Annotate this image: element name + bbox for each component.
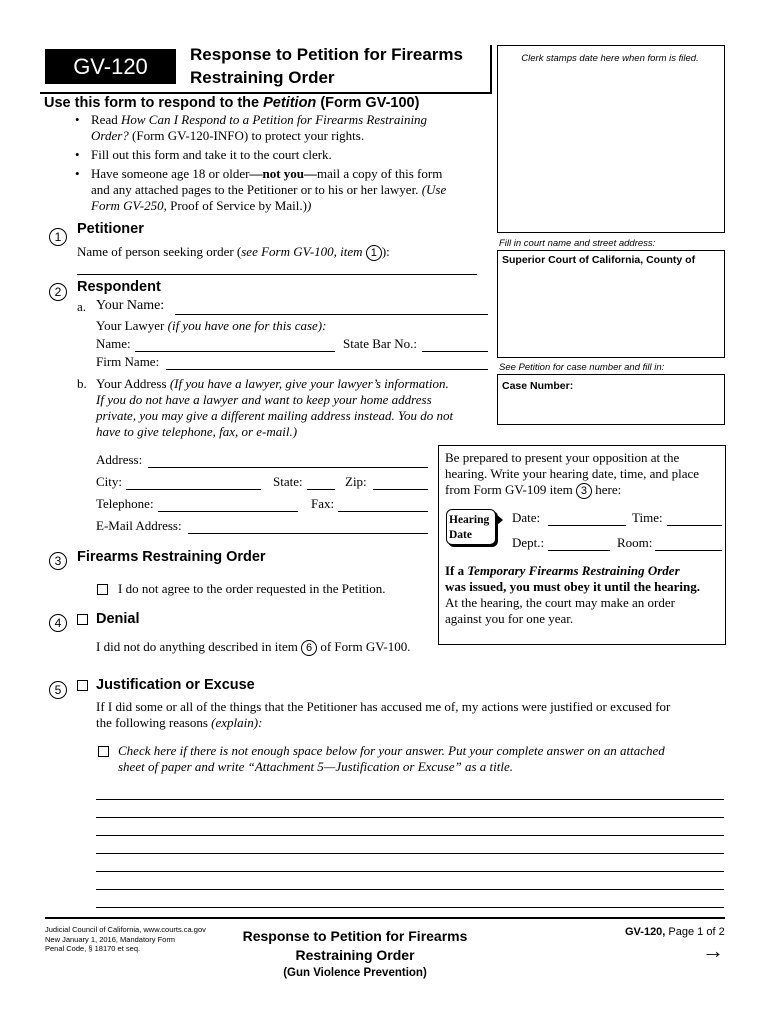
attachment-checkbox[interactable] (98, 746, 109, 757)
firm-name-label: Firm Name: (96, 354, 160, 369)
hearing-room-field[interactable] (655, 550, 722, 551)
zip-label: Zip: (345, 474, 367, 489)
address-field[interactable] (148, 467, 428, 468)
lawyer-name-label: Name: (96, 336, 131, 351)
section-3-title: Firearms Restraining Order (77, 549, 266, 565)
hearing-time-field[interactable] (667, 525, 722, 526)
denial-text: I did not do anything described in item 6 of Form GV-100. (96, 639, 411, 655)
a-label: a. (77, 299, 87, 314)
section-4-number: 4 (49, 614, 67, 632)
explain-line-6[interactable] (96, 889, 724, 890)
state-label: State: (273, 474, 303, 489)
lawyer-name-field[interactable] (135, 351, 335, 352)
telephone-field[interactable] (158, 511, 298, 512)
petitioner-name-field[interactable] (77, 274, 477, 275)
case-label: Case Number: (502, 380, 574, 392)
explain-line-7[interactable] (96, 907, 724, 908)
attachment-instructions: Check here if there is not enough space below for your answer. Put your complete answer on an attached sheet of paper and write “Attachment 5—Justification or Excuse” as a title. (118, 743, 665, 774)
hearing-room-label: Room: (617, 535, 653, 550)
fax-label: Fax: (311, 496, 335, 511)
intro-bullets (75, 112, 475, 214)
zip-field[interactable] (373, 489, 428, 490)
section-1-title: Petitioner (77, 221, 144, 237)
clerk-stamp-note: Clerk stamps date here when form is filed. (521, 53, 699, 64)
b-label: b. (77, 376, 87, 391)
court-note: Fill in court name and street address: (499, 238, 656, 249)
case-note: See Petition for case number and fill in: (499, 362, 665, 373)
denial-checkbox[interactable] (77, 614, 88, 625)
your-lawyer-label: Your Lawyer (if you have one for this case): (96, 318, 327, 333)
email-label: E-Mail Address: (96, 518, 182, 533)
city-field[interactable] (126, 489, 261, 490)
footer-left: Judicial Council of California, www.courts.ca.gov New January 1, 2016, Mandatory Form Penal Code, § 18170 et seq. (45, 925, 206, 953)
footer-rule (45, 917, 725, 919)
court-name-box[interactable] (497, 250, 725, 358)
telephone-label: Telephone: (96, 496, 154, 511)
section-1-number: 1 (49, 228, 67, 246)
justification-text: If I did some or all of the things that the Petitioner has accused me of, my actions were justified or excused for the following reasons (explain): (96, 699, 671, 730)
hearing-date-field[interactable] (548, 525, 626, 526)
explain-line-4[interactable] (96, 853, 724, 854)
state-field[interactable] (307, 489, 335, 490)
section-2-title: Respondent (77, 279, 161, 295)
section-5-number: 5 (49, 681, 67, 699)
your-name-field[interactable] (175, 314, 488, 315)
header-rule (40, 92, 492, 94)
tro-warning: If a Temporary Firearms Restraining Order was issued, you must obey it until the hearing. At the hearing, the court may make an order against you for one year. (445, 563, 700, 626)
explain-line-1[interactable] (96, 799, 724, 800)
petitioner-instruction: Name of person seeking order (see Form GV-100, item 1 ): (77, 244, 390, 260)
hearing-date-label: Date: (512, 510, 541, 525)
justification-checkbox[interactable] (77, 680, 88, 691)
form-code: GV-120 (73, 54, 148, 79)
form-title-line2: Restraining Order (190, 68, 335, 87)
hearing-time-label: Time: (632, 510, 663, 525)
firm-name-field[interactable] (166, 369, 488, 370)
address-label: Address: (96, 452, 143, 467)
hearing-dept-field[interactable] (548, 550, 610, 551)
section-4-title: Denial (96, 611, 140, 627)
court-label: Superior Court of California, County of (502, 254, 696, 266)
state-bar-label: State Bar No.: (343, 336, 418, 351)
form-title-line1: Response to Petition for Firearms (190, 45, 463, 64)
state-bar-field[interactable] (422, 351, 488, 352)
badge-arrow (496, 514, 503, 526)
disagree-checkbox[interactable] (97, 584, 108, 595)
email-field[interactable] (188, 533, 428, 534)
address-instruction: Your Address (If you have a lawyer, give your lawyer’s information. If you do not have a lawyer and want to keep your home address private, you may give a different mailing address instead. You do not have to give telephone, fax, or e-mail.) (96, 376, 454, 439)
hearing-dept-label: Dept.: (512, 535, 545, 550)
hearing-date-badge: Hearing Date (446, 509, 496, 545)
disagree-label: I do not agree to the order requested in the Petition. (118, 581, 386, 596)
section-3-number: 3 (49, 552, 67, 570)
bullet-3: • Have someone age 18 or older—not you—mail a copy of this form and any attached pages to the Petitioner or to his or her lawyer. (Use Form GV-250, Proof of Service by Mail.)) (75, 166, 447, 213)
explain-line-3[interactable] (96, 835, 724, 836)
footer-center: Response to Petition for Firearms Restraining Order (Gun Violence Prevention) (242, 928, 468, 979)
section-5-title: Justification or Excuse (96, 677, 255, 693)
explain-line-2[interactable] (96, 817, 724, 818)
bullet-1: • Read How Can I Respond to a Petition for Firearms Restraining Order? (Form GV-120-INFO) to protect your rights. (75, 112, 428, 143)
hearing-instructions: Be prepared to present your opposition at the hearing. Write your hearing date, time, and place from Form GV-109 item 3 here: (445, 450, 700, 498)
fax-field[interactable] (338, 511, 428, 512)
city-label: City: (96, 474, 123, 489)
section-2-number: 2 (49, 283, 67, 301)
header-vrule (490, 45, 492, 93)
intro-heading: Use this form to respond to the Petition (Form GV-100) (44, 95, 420, 111)
footer-page: GV-120, Page 1 of 2 (625, 926, 725, 938)
next-page-arrow-icon[interactable]: → (702, 938, 724, 963)
explain-line-5[interactable] (96, 871, 724, 872)
your-name-label: Your Name: (96, 298, 165, 313)
bullet-2: • Fill out this form and take it to the court clerk. (75, 147, 332, 162)
clerk-stamp-box[interactable] (497, 45, 725, 233)
